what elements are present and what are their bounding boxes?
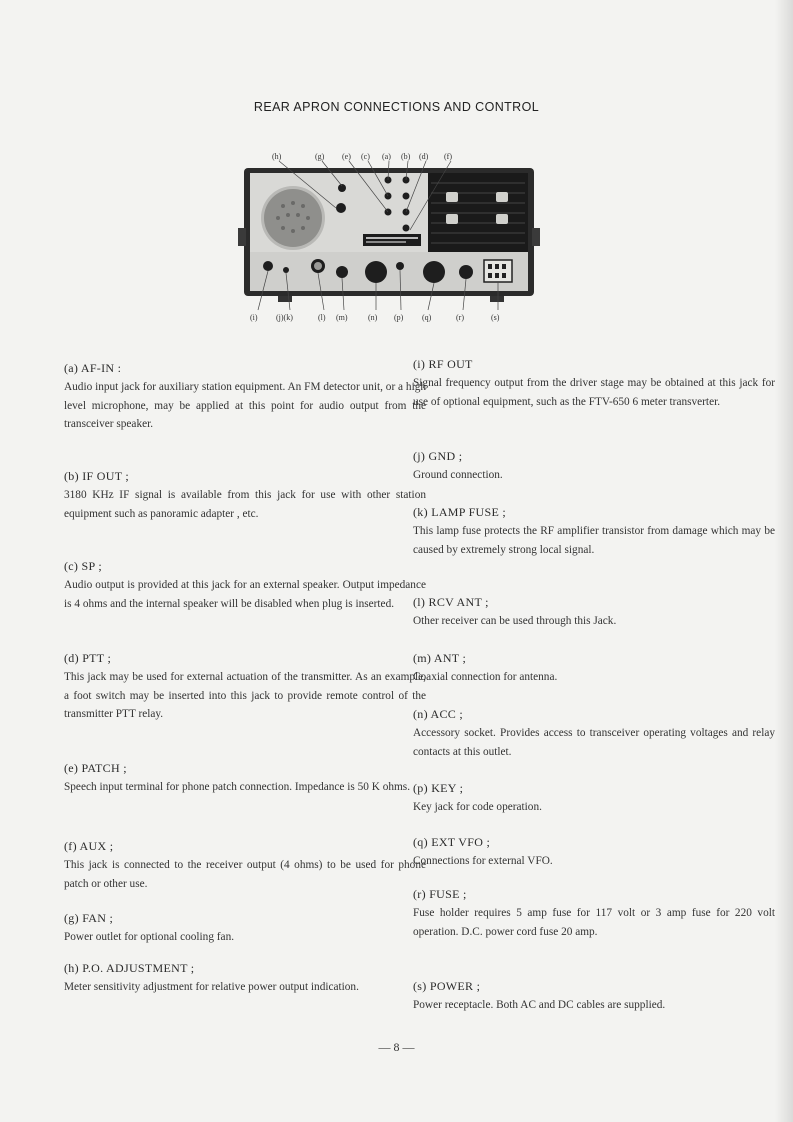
- item-fan: [64, 910, 426, 947]
- callout-f: (f): [444, 152, 452, 161]
- item-description: Power outlet for optional cooling fan.: [64, 931, 235, 943]
- item-power: [413, 978, 775, 1015]
- item-sp: [64, 558, 426, 613]
- item-heading: (e) PATCH ;: [64, 761, 127, 775]
- callout-r: (r): [456, 313, 464, 322]
- rear-apron-photo: [238, 148, 544, 324]
- callout-e: (e): [342, 152, 351, 161]
- item-description: Other receiver can be used through this Jack.: [413, 615, 617, 627]
- item-description: 3180 KHz IF signal is available from this jack for use with other station equipment such as panoramic adapter , etc.: [64, 489, 426, 520]
- callout-a: (a): [382, 152, 391, 161]
- item-description: This jack may be used for external actuation of the transmitter. As an example, a foot switch may be inserted into this jack to provide remote control of the transmitter PTT relay.: [64, 671, 426, 721]
- item-heading: (s) POWER ;: [413, 979, 481, 993]
- item-description: This jack is connected to the receiver output (4 ohms) to be used for phone patch or other use.: [64, 859, 426, 890]
- item-heading: (n) ACC ;: [413, 707, 464, 721]
- item-description: Meter sensitivity adjustment for relative power output indication.: [64, 981, 359, 993]
- callout-l: (l): [318, 313, 326, 322]
- item-heading: (k) LAMP FUSE ;: [413, 505, 507, 519]
- item-lamp-fuse: [413, 504, 775, 559]
- item-ant: [413, 650, 775, 687]
- page-edge-shadow: [775, 0, 793, 1122]
- callout-q: (q): [422, 313, 432, 322]
- item-description: Fuse holder requires 5 amp fuse for 117 volt or 3 amp fuse for 220 volt operation. D.C. power cord fuse 20 amp.: [413, 907, 775, 938]
- item-patch: [64, 760, 426, 797]
- callout-n: (n): [368, 313, 378, 322]
- item-fuse: [413, 886, 775, 941]
- item-if-out: [64, 468, 426, 523]
- item-heading: (f) AUX ;: [64, 839, 114, 853]
- item-heading: (r) FUSE ;: [413, 887, 467, 901]
- callout-m: (m): [336, 313, 348, 322]
- callout-b: (b): [401, 152, 411, 161]
- item-description: Key jack for code operation.: [413, 801, 542, 813]
- item-description: Power receptacle. Both AC and DC cables are supplied.: [413, 999, 666, 1011]
- item-description: Accessory socket. Provides access to transceiver operating voltages and relay contacts at this outlet.: [413, 727, 775, 758]
- item-aux: [64, 838, 426, 893]
- item-description: This lamp fuse protects the RF amplifier transistor from damage which may be caused by extremely strong local signal.: [413, 525, 775, 556]
- callout-c: (c): [361, 152, 370, 161]
- item-heading: (h) P.O. ADJUSTMENT ;: [64, 961, 195, 975]
- item-heading: (a) AF-IN :: [64, 361, 122, 375]
- item-heading: (d) PTT ;: [64, 651, 112, 665]
- item-ext-vfo: [413, 834, 775, 871]
- item-key: [413, 780, 775, 817]
- item-description: Coaxial connection for antenna.: [413, 671, 558, 683]
- callout-i: (i): [250, 313, 258, 322]
- item-heading: (c) SP ;: [64, 559, 102, 573]
- callout-g: (g): [315, 152, 325, 161]
- item-heading: (l) RCV ANT ;: [413, 595, 489, 609]
- callout-p: (p): [394, 313, 404, 322]
- item-description: Speech input terminal for phone patch connection. Impedance is 50 K ohms.: [64, 781, 411, 793]
- item-heading: (i) RF OUT: [413, 357, 473, 371]
- item-description: Signal frequency output from the driver stage may be obtained at this jack for use of optional equipment, such as the FTV-650 6 meter transverter.: [413, 377, 775, 408]
- item-description: Ground connection.: [413, 469, 503, 481]
- item-description: Connections for external VFO.: [413, 855, 553, 867]
- page-number: — 8 —: [378, 1040, 415, 1054]
- item-ptt: [64, 650, 426, 724]
- item-heading: (m) ANT ;: [413, 651, 467, 665]
- callout-d: (d): [419, 152, 429, 161]
- item-po-adjustment: [64, 960, 426, 997]
- item-heading: (q) EXT VFO ;: [413, 835, 491, 849]
- callout-s: (s): [491, 313, 500, 322]
- item-heading: (p) KEY ;: [413, 781, 464, 795]
- item-acc: [413, 706, 775, 761]
- item-description: Audio input jack for auxiliary station equipment. An FM detector unit, or a high level microphone, may be applied at this point for audio output from the transceiver speaker.: [64, 381, 426, 431]
- item-heading: (j) GND ;: [413, 449, 463, 463]
- item-description: Audio output is provided at this jack for an external speaker. Output impedance is 4 ohms and the internal speaker will be disabled when plug is inserted.: [64, 579, 426, 610]
- callout-jk: (j)(k): [276, 313, 293, 322]
- item-rf-out: [413, 356, 775, 411]
- item-heading: (g) FAN ;: [64, 911, 114, 925]
- item-af-in: [64, 360, 426, 434]
- item-heading: (b) IF OUT ;: [64, 469, 130, 483]
- item-gnd: [413, 448, 775, 485]
- callout-h: (h): [272, 152, 282, 161]
- item-rcv-ant: [413, 594, 775, 631]
- page-title: REAR APRON CONNECTIONS AND CONTROL: [253, 100, 540, 114]
